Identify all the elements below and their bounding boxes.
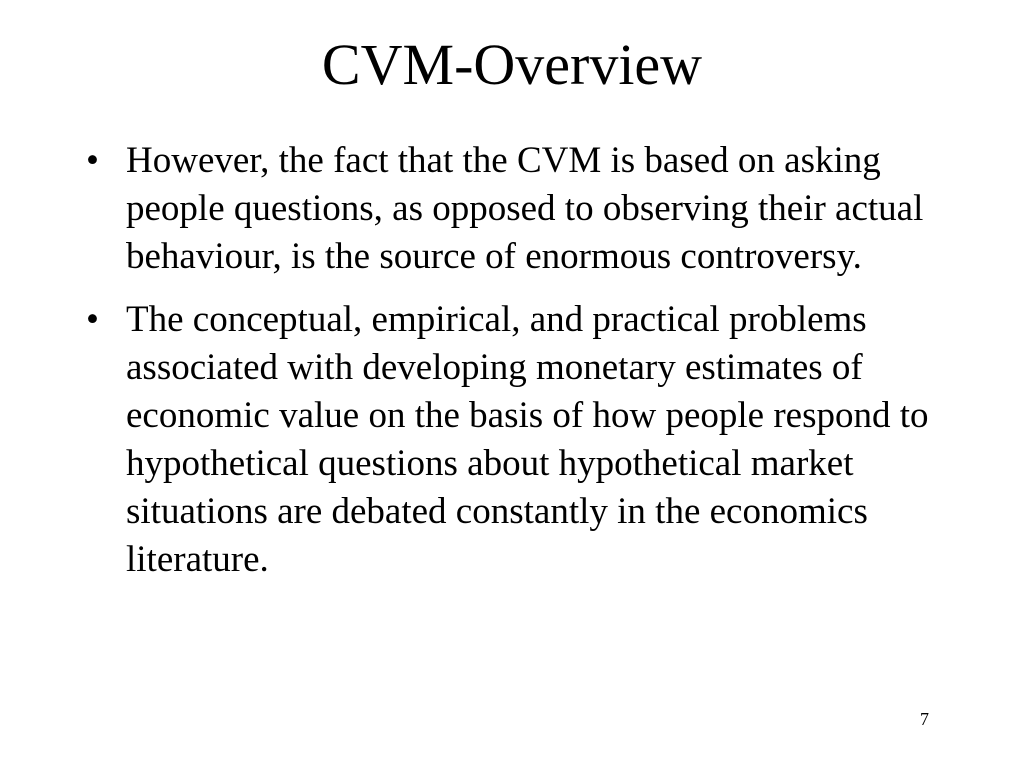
bullet-text: The conceptual, empirical, and practical problems associated with developing monetary estimates of economic value on the basis of how people respond to hypothetical questions about hypothetical market situations are debated constantly in the economics literature. (126, 299, 929, 580)
page-number: 7 (920, 709, 929, 729)
bullet-icon: • (86, 299, 99, 340)
bullet-text: However, the fact that the CVM is based on asking people questions, as opposed to observing their actual behaviour, is the source of enormous controversy. (126, 140, 924, 277)
bullet-icon: • (86, 140, 99, 181)
bullet-item (84, 296, 944, 584)
bullet-list (84, 137, 944, 599)
slide-title: CVM-Overview (321, 32, 703, 97)
bullet-item (84, 137, 944, 281)
